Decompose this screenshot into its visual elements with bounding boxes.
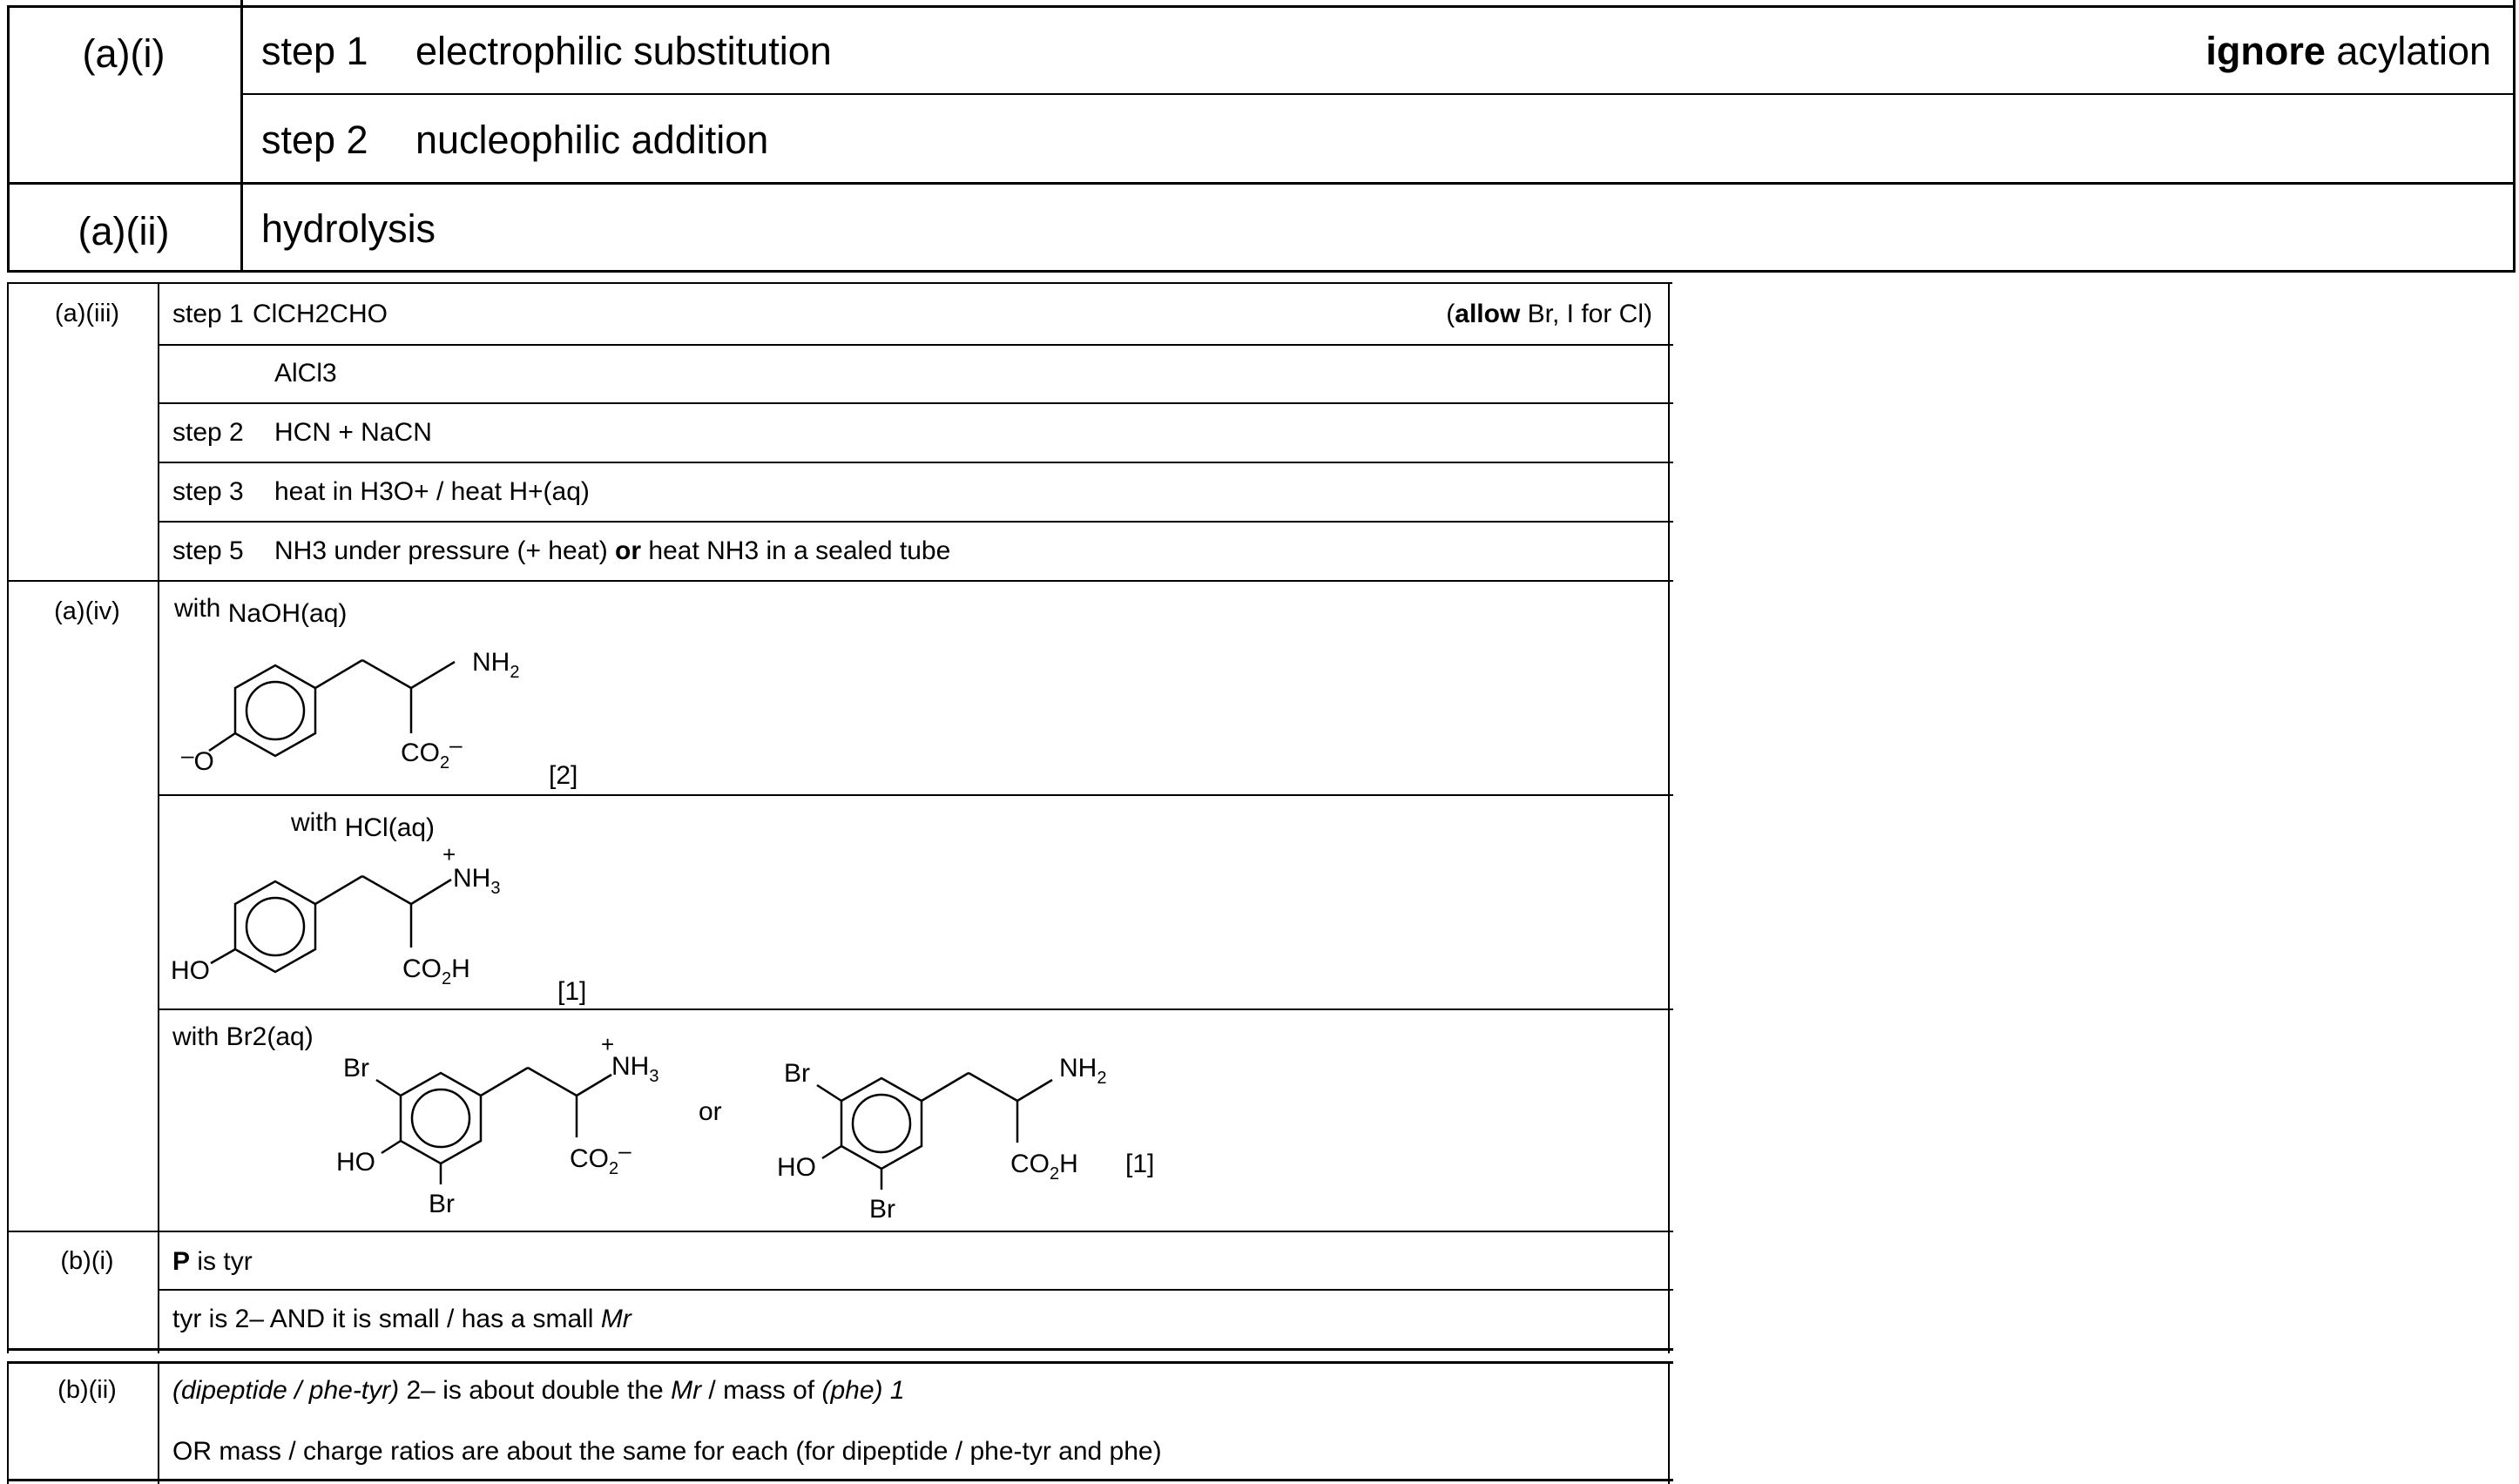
reagent-hcn: HCN + NaCN bbox=[274, 418, 432, 447]
svg-text:HO: HO bbox=[171, 956, 210, 985]
svg-text:NH2: $NH_2$ bbox=[1059, 1054, 1107, 1088]
allow-note: (allow Br, I for Cl) bbox=[1446, 300, 1652, 328]
svg-text:CO2–: $CO_2-$ bbox=[401, 732, 463, 772]
or-text: or bbox=[699, 1097, 722, 1126]
tyrosine-dianion-structure bbox=[165, 625, 584, 791]
mark-2: [2] bbox=[549, 761, 578, 790]
answer-p-is-tyr: P is tyr bbox=[172, 1247, 253, 1276]
question-label-a-iii: (a)(iii) bbox=[54, 300, 120, 327]
question-label-b-ii: (b)(ii) bbox=[57, 1376, 117, 1404]
hcl-label: with HCl(aq) bbox=[291, 808, 436, 842]
question-label-a-i: (a)(i) bbox=[82, 31, 165, 76]
question-label-a-iv: (a)(iv) bbox=[54, 597, 120, 625]
catalyst-alcl3: AlCl3 bbox=[274, 359, 337, 388]
naoh-label: with NaOH(aq) bbox=[174, 594, 348, 628]
step-label: step 1 bbox=[261, 29, 368, 73]
br2-label: with Br2(aq) bbox=[172, 1022, 314, 1051]
svg-text:CO2H: $CO_2H$ bbox=[402, 954, 470, 988]
answer-text: nucleophilic addition bbox=[415, 118, 769, 162]
svg-text:NH2: $NH_2$ bbox=[472, 648, 520, 682]
svg-text:Br: Br bbox=[784, 1059, 810, 1088]
lower-mark-table bbox=[0, 277, 1677, 1484]
answer-mass-charge-ratio: OR mass / charge ratios are about the same for each (for dipeptide / phe-tyr and phe) bbox=[172, 1437, 1162, 1466]
mark-1: [1] bbox=[1125, 1150, 1155, 1178]
question-label-b-i: (b)(i) bbox=[60, 1247, 114, 1275]
svg-text:+: + bbox=[442, 843, 456, 867]
dibromotyrosine-zwitterion-structure bbox=[331, 1026, 697, 1226]
dibromotyrosine-neutral-structure bbox=[772, 1031, 1138, 1231]
step-label: step 2 bbox=[261, 118, 368, 162]
svg-text:NH3: $NH_3$ bbox=[453, 864, 501, 898]
svg-text:+: + bbox=[601, 1031, 615, 1057]
tyrosine-cation-structure bbox=[165, 843, 587, 1008]
reagent-text: ClCH2CHO bbox=[253, 300, 388, 328]
svg-text:HO: HO bbox=[336, 1148, 375, 1177]
svg-text:Br: Br bbox=[429, 1190, 455, 1218]
step-label: step 5 bbox=[172, 536, 244, 565]
svg-text:CO2–: $CO_2-$ bbox=[570, 1137, 631, 1178]
reagent-clch2cho bbox=[253, 301, 388, 327]
reagent-acid-heat: heat in H3O+ / heat H+(aq) bbox=[274, 477, 590, 506]
svg-text:HO: HO bbox=[777, 1153, 816, 1182]
step-label: step 1 bbox=[172, 300, 244, 328]
answer-dipeptide-mass: (dipeptide / phe-tyr) 2– is about double the Mr / mass of (phe) 1 bbox=[172, 1376, 905, 1405]
top-mark-table bbox=[7, 0, 2516, 273]
svg-text:NH3: $NH_3$ bbox=[611, 1052, 659, 1086]
svg-text:Br: Br bbox=[869, 1195, 895, 1224]
mark-1: [1] bbox=[557, 977, 587, 1006]
svg-text:–O: –O bbox=[181, 742, 214, 776]
answer-text: hydrolysis bbox=[261, 206, 436, 251]
step-label: step 2 bbox=[172, 418, 244, 447]
answer-tyr-charge: tyr is 2– AND it is small / has a small Mr bbox=[172, 1305, 631, 1333]
answer-text: electrophilic substitution bbox=[415, 29, 832, 73]
reagent-ammonia: NH3 under pressure (+ heat) or heat NH3 in a sealed tube bbox=[274, 536, 951, 565]
svg-text:Br: Br bbox=[343, 1054, 369, 1083]
question-label-a-ii: (a)(ii) bbox=[78, 209, 170, 253]
svg-text:CO2H: $CO_2H$ bbox=[1010, 1150, 1078, 1184]
step-label: step 3 bbox=[172, 477, 244, 506]
ignore-note: ignore acylation bbox=[2205, 29, 2491, 73]
